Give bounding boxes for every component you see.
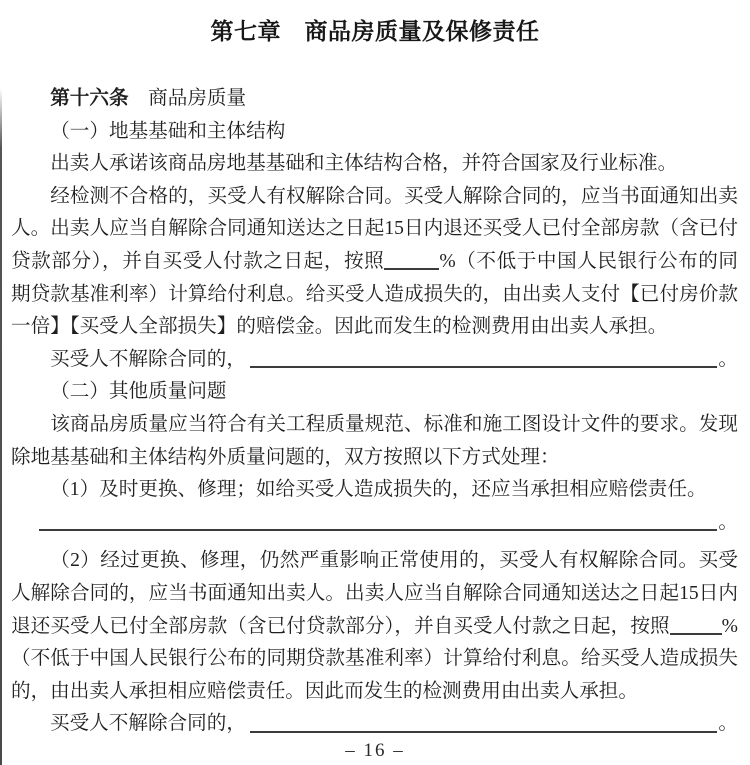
text-run: （二）其他质量问题: [50, 381, 227, 403]
fill-in-blank: [384, 265, 439, 270]
scan-edge-artifact: [0, 88, 2, 765]
section-one-heading: [11, 116, 738, 149]
text-run: 。: [718, 713, 738, 735]
remedy-item-1: [11, 474, 738, 507]
text-run: （一）地基基础和主体结构: [50, 120, 286, 142]
buyer-no-termination-2: [11, 708, 738, 741]
fill-in-blank: [250, 728, 717, 733]
other-quality-intro: [11, 409, 738, 474]
text-run: 该商品房质量应当符合有关工程质量规范、标准和施工图设计文件的要求。发现除地基基础和主体结构外质量问题的，双方按照以下方式处理：: [11, 413, 738, 468]
text-run: 商品房质量: [128, 88, 247, 109]
fill-in-blank: [39, 526, 717, 531]
text-run: %（不低于中国人民银行公布的同期贷款基准利率）计算给付利息。给买受人造成损失的，由出卖人承担相应赔偿责任。因此而发生的检测费用由出卖人承担。: [11, 615, 738, 702]
text-run: （2）经过更换、修理，仍然严重影响正常使用的，买受人有权解除合同。买受人解除合同的，应当书面通知出卖人。出卖人应当自解除合同通知送达之日起15日内退还买受人已付全部房款（含已付贷款部分），并自买受人付款之日起，按照: [11, 550, 738, 637]
text-run: （1）及时更换、修理；如给买受人造成损失的，还应当承担相应赔偿责任。: [50, 479, 707, 501]
text-run: 第十六条: [50, 87, 129, 109]
page-number: – 16 –: [345, 740, 405, 761]
text-run: 出卖人承诺该商品房地基基础和主体结构合格，并符合国家及行业标准。: [50, 153, 678, 175]
inspection-failure-terms: [11, 181, 738, 344]
buyer-no-termination-1: [11, 344, 738, 377]
remedy-item-1-blankline: [11, 507, 738, 540]
text-run: 。: [718, 511, 738, 533]
remedy-item-2: [11, 545, 738, 708]
fill-in-blank: [670, 630, 722, 635]
text-run: %（不低于中国人民银行公布的同期贷款基准利率）计算给付利息。给买受人造成损失的，由出卖人支付【已付房价款一倍】【买受人全部损失】的赔偿金。因此而发生的检测费用由出卖人承担。: [11, 250, 739, 338]
text-run: 。: [718, 348, 738, 370]
chapter-title: 第七章 商品房质量及保修责任: [210, 18, 540, 44]
fill-in-blank: [250, 363, 717, 368]
text-run: 经检测不合格的，买受人有权解除合同。买受人解除合同的，应当书面通知出卖人。出卖人应当自解除合同通知送达之日起15日内退还买受人已付全部房款（含已付贷款部分），并自买受人付款之日起，按照: [11, 185, 738, 272]
document-body: [0, 82, 750, 741]
text-run: 买受人不解除合同的，: [50, 713, 246, 735]
section-two-heading: [11, 376, 738, 409]
seller-commitment: [11, 148, 738, 181]
text-run: 买受人不解除合同的，: [50, 348, 246, 370]
clause-16-heading: [11, 82, 738, 116]
